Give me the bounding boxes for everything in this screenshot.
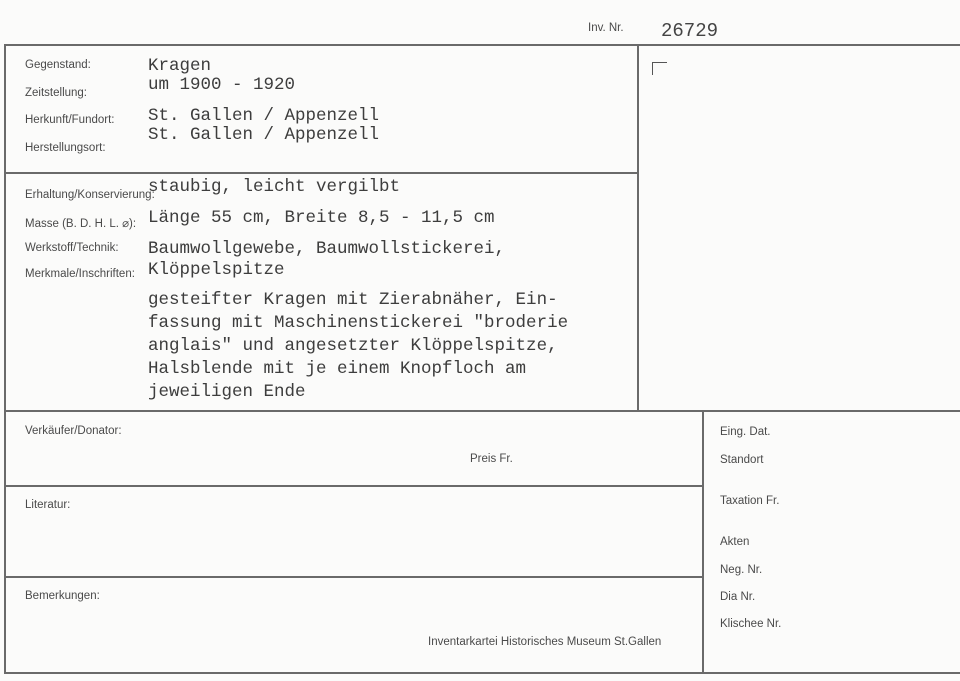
label-preis: Preis Fr. [470, 453, 513, 465]
label-zeitstellung: Zeitstellung: [25, 87, 88, 99]
label-masse: Masse (B. D. H. L. ⌀): [25, 218, 137, 230]
value-masse: Länge 55 cm, Breite 8,5 - 11,5 cm [148, 208, 495, 228]
description-line: gesteifter Kragen mit Zierabnäher, Ein- [148, 290, 558, 310]
value-werkstoff-line2: Klöppelspitze [148, 260, 285, 280]
value-werkstoff-line1: Baumwollgewebe, Baumwollstickerei, [148, 239, 506, 259]
description-line: fassung mit Maschinenstickerei "broderie [148, 313, 569, 333]
label-merkmale: Merkmale/Inschriften: [25, 268, 135, 280]
label-verkaeufer: Verkäufer/Donator: [25, 425, 122, 437]
label-erhaltung: Erhaltung/Konservierung: [25, 189, 155, 201]
description-line: jeweiligen Ende [148, 382, 306, 402]
label-werkstoff: Werkstoff/Technik: [25, 242, 119, 254]
rule-right-column [702, 410, 704, 672]
label-neg-nr: Neg. Nr. [720, 564, 763, 576]
label-gegenstand: Gegenstand: [25, 59, 91, 71]
label-bemerkungen: Bemerkungen: [25, 590, 100, 602]
description-block [148, 289, 568, 404]
inv-nr-label: Inv. Nr. [588, 22, 624, 34]
label-herkunft: Herkunft/Fundort: [25, 114, 115, 126]
label-taxation: Taxation Fr. [720, 495, 780, 507]
inv-nr-value: 26729 [661, 20, 719, 42]
value-erhaltung: staubig, leicht vergilbt [148, 177, 401, 197]
description-line: anglais" und angesetzter Klöppelspitze, [148, 336, 558, 356]
label-literatur: Literatur: [25, 499, 71, 511]
rule-middle-section [5, 410, 960, 412]
label-standort: Standort [720, 454, 764, 466]
top-rule [5, 44, 960, 46]
value-herkunft: St. Gallen / Appenzell [148, 106, 380, 126]
rule-top-section [5, 172, 638, 174]
value-herstellungsort: St. Gallen / Appenzell [148, 125, 380, 145]
bottom-rule [5, 672, 960, 674]
rule-literatur [5, 576, 702, 578]
label-akten: Akten [720, 536, 750, 548]
footer-institution: Inventarkartei Historisches Museum St.Gallen [428, 636, 662, 648]
label-herstellungsort: Herstellungsort: [25, 142, 106, 154]
value-gegenstand: Kragen [148, 56, 212, 76]
value-zeitstellung: um 1900 - 1920 [148, 75, 296, 95]
description-line: Halsblende mit je einem Knopfloch am [148, 359, 527, 379]
rule-middle-vertical [637, 44, 639, 412]
corner-mark [652, 62, 667, 75]
label-klischee-nr: Klischee Nr. [720, 618, 782, 630]
label-eing-dat: Eing. Dat. [720, 426, 771, 438]
label-dia-nr: Dia Nr. [720, 591, 756, 603]
left-rule [4, 44, 6, 674]
rule-verkaeufer [5, 485, 702, 487]
